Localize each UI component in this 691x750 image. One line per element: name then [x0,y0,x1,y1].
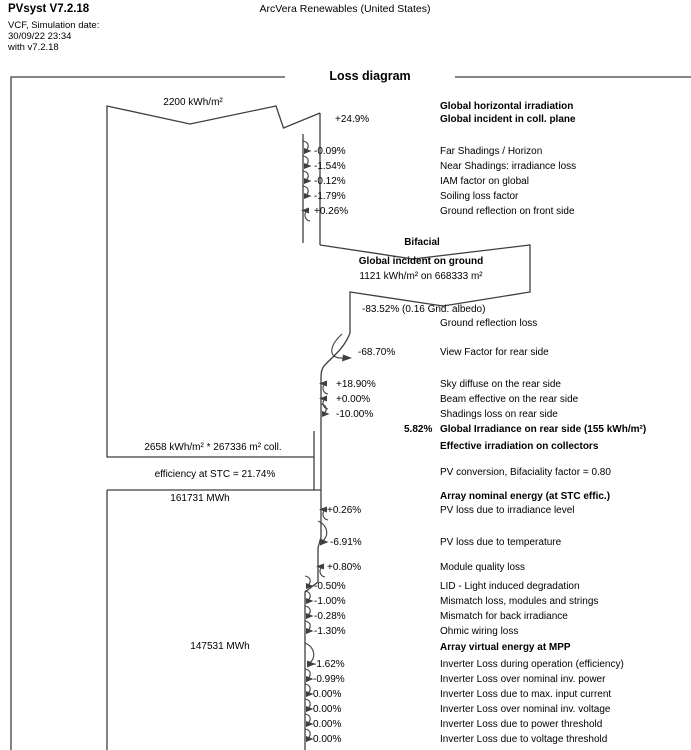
loss-arrow-icon [303,141,312,154]
loss-arrow-icon [303,171,312,184]
loss-label: Inverter Loss due to voltage threshold [440,734,608,745]
loss-label: IAM factor on global [440,176,529,187]
gain-value: +0.26% [327,505,362,516]
array-nominal-value: 161731 MWh [170,493,230,504]
ground-reflection-label: Ground reflection loss [440,318,538,329]
gain-value: +0.00% [336,394,371,405]
rear-total-label: Global Irradiance on rear side (155 kWh/m²) [440,424,647,435]
array-mpp-label: Array virtual energy at MPP [440,642,571,653]
incident-label: Global incident in coll. plane [440,114,576,125]
loss-value: -10.00% [336,409,374,420]
gain-label: PV loss due to irradiance level [440,505,575,516]
view-factor-label: View Factor for rear side [440,347,549,358]
loss-label: Shadings loss on rear side [440,409,558,420]
loss-label: PV loss due to temperature [440,537,562,548]
loss-label: Far Shadings / Horizon [440,146,543,157]
bifacial-title: Bifacial [404,237,440,248]
loss-label: Inverter Loss due to power threshold [440,719,603,730]
app-version: PVsyst V7.2.18 [8,3,90,15]
conversion-label: PV conversion, Bifaciality factor = 0.80 [440,467,611,478]
gain-value: +0.26% [314,206,349,217]
loss-value: -0.50% [314,581,346,592]
transposition-value: +24.9% [335,114,370,125]
view-factor-arrowhead [342,355,352,362]
loss-arrow-icon [303,156,312,169]
ghi-label: Global horizontal irradiation [440,101,574,112]
loss-value: 0.00% [313,704,342,715]
loss-value: -1.62% [313,659,345,670]
loss-label: Soiling loss factor [440,191,519,202]
simulation-meta-line1: VCF, Simulation date: [8,20,100,31]
loss-value: -1.30% [314,626,346,637]
loss-label: Inverter Loss over nominal inv. voltage [440,704,611,715]
loss-label: Inverter Loss due to max. input current [440,689,612,700]
rear-total-value: 5.82% [404,424,433,435]
gain-label: Ground reflection on front side [440,206,575,217]
array-nominal-label: Array nominal energy (at STC effic.) [440,491,611,502]
loss-label: Near Shadings: irradiance loss [440,161,577,172]
loss-label: Inverter Loss over nominal inv. power [440,674,606,685]
collector-box-outline [107,106,320,457]
loss-value: -1.00% [314,596,346,607]
loss-value: 0.00% [313,719,342,730]
loss-value: -6.91% [330,537,362,548]
collector-label: Effective irradiation on collectors [440,441,599,452]
loss-value: 0.00% [313,689,342,700]
loss-value: -0.09% [314,146,346,157]
loss-value: -1.79% [314,191,346,202]
loss-label: LID - Light induced degradation [440,581,580,592]
ground-reflection-value: -83.52% (0.16 Gnd. albedo) [362,304,486,315]
ghi-value: 2200 kWh/m² [163,97,223,108]
loss-label: Ohmic wiring loss [440,626,519,637]
loss-arrow-icon [321,404,330,417]
array-mpp-value: 147531 MWh [190,641,250,652]
efficiency-value: efficiency at STC = 21.74% [154,469,276,480]
collector-value: 2658 kWh/m² * 267336 m² coll. [144,442,282,453]
loss-arrow-icon [303,186,312,199]
loss-value: -0.12% [314,176,346,187]
page-title: Loss diagram [321,69,418,83]
loss-label: Mismatch for back irradiance [440,611,568,622]
gain-value: +0.80% [327,562,362,573]
loss-value: 0.00% [313,734,342,745]
simulation-date: 30/09/22 23:34 [8,31,72,42]
loss-value: -0.28% [314,611,346,622]
loss-value: -0.99% [313,674,345,685]
gain-label: Beam effective on the rear side [440,394,579,405]
simulation-version: with v7.2.18 [8,42,59,53]
company-name: ArcVera Renewables (United States) [259,3,431,15]
view-factor-value: -68.70% [358,347,396,358]
ground-incident-label: Global incident on ground [358,256,484,267]
loss-label: Inverter Loss during operation (efficiency) [440,659,624,670]
loss-arrow-icon [305,606,314,619]
ground-incident-value: 1121 kWh/m² on 668333 m² [359,271,483,282]
loss-value: -1.54% [314,161,346,172]
loss-arrow-icon [305,591,314,604]
gain-label: Sky diffuse on the rear side [440,379,561,390]
gain-label: Module quality loss [440,562,526,573]
loss-arrow-icon [305,621,314,634]
gain-value: +18.90% [336,379,376,390]
loss-label: Mismatch loss, modules and strings [440,596,599,607]
